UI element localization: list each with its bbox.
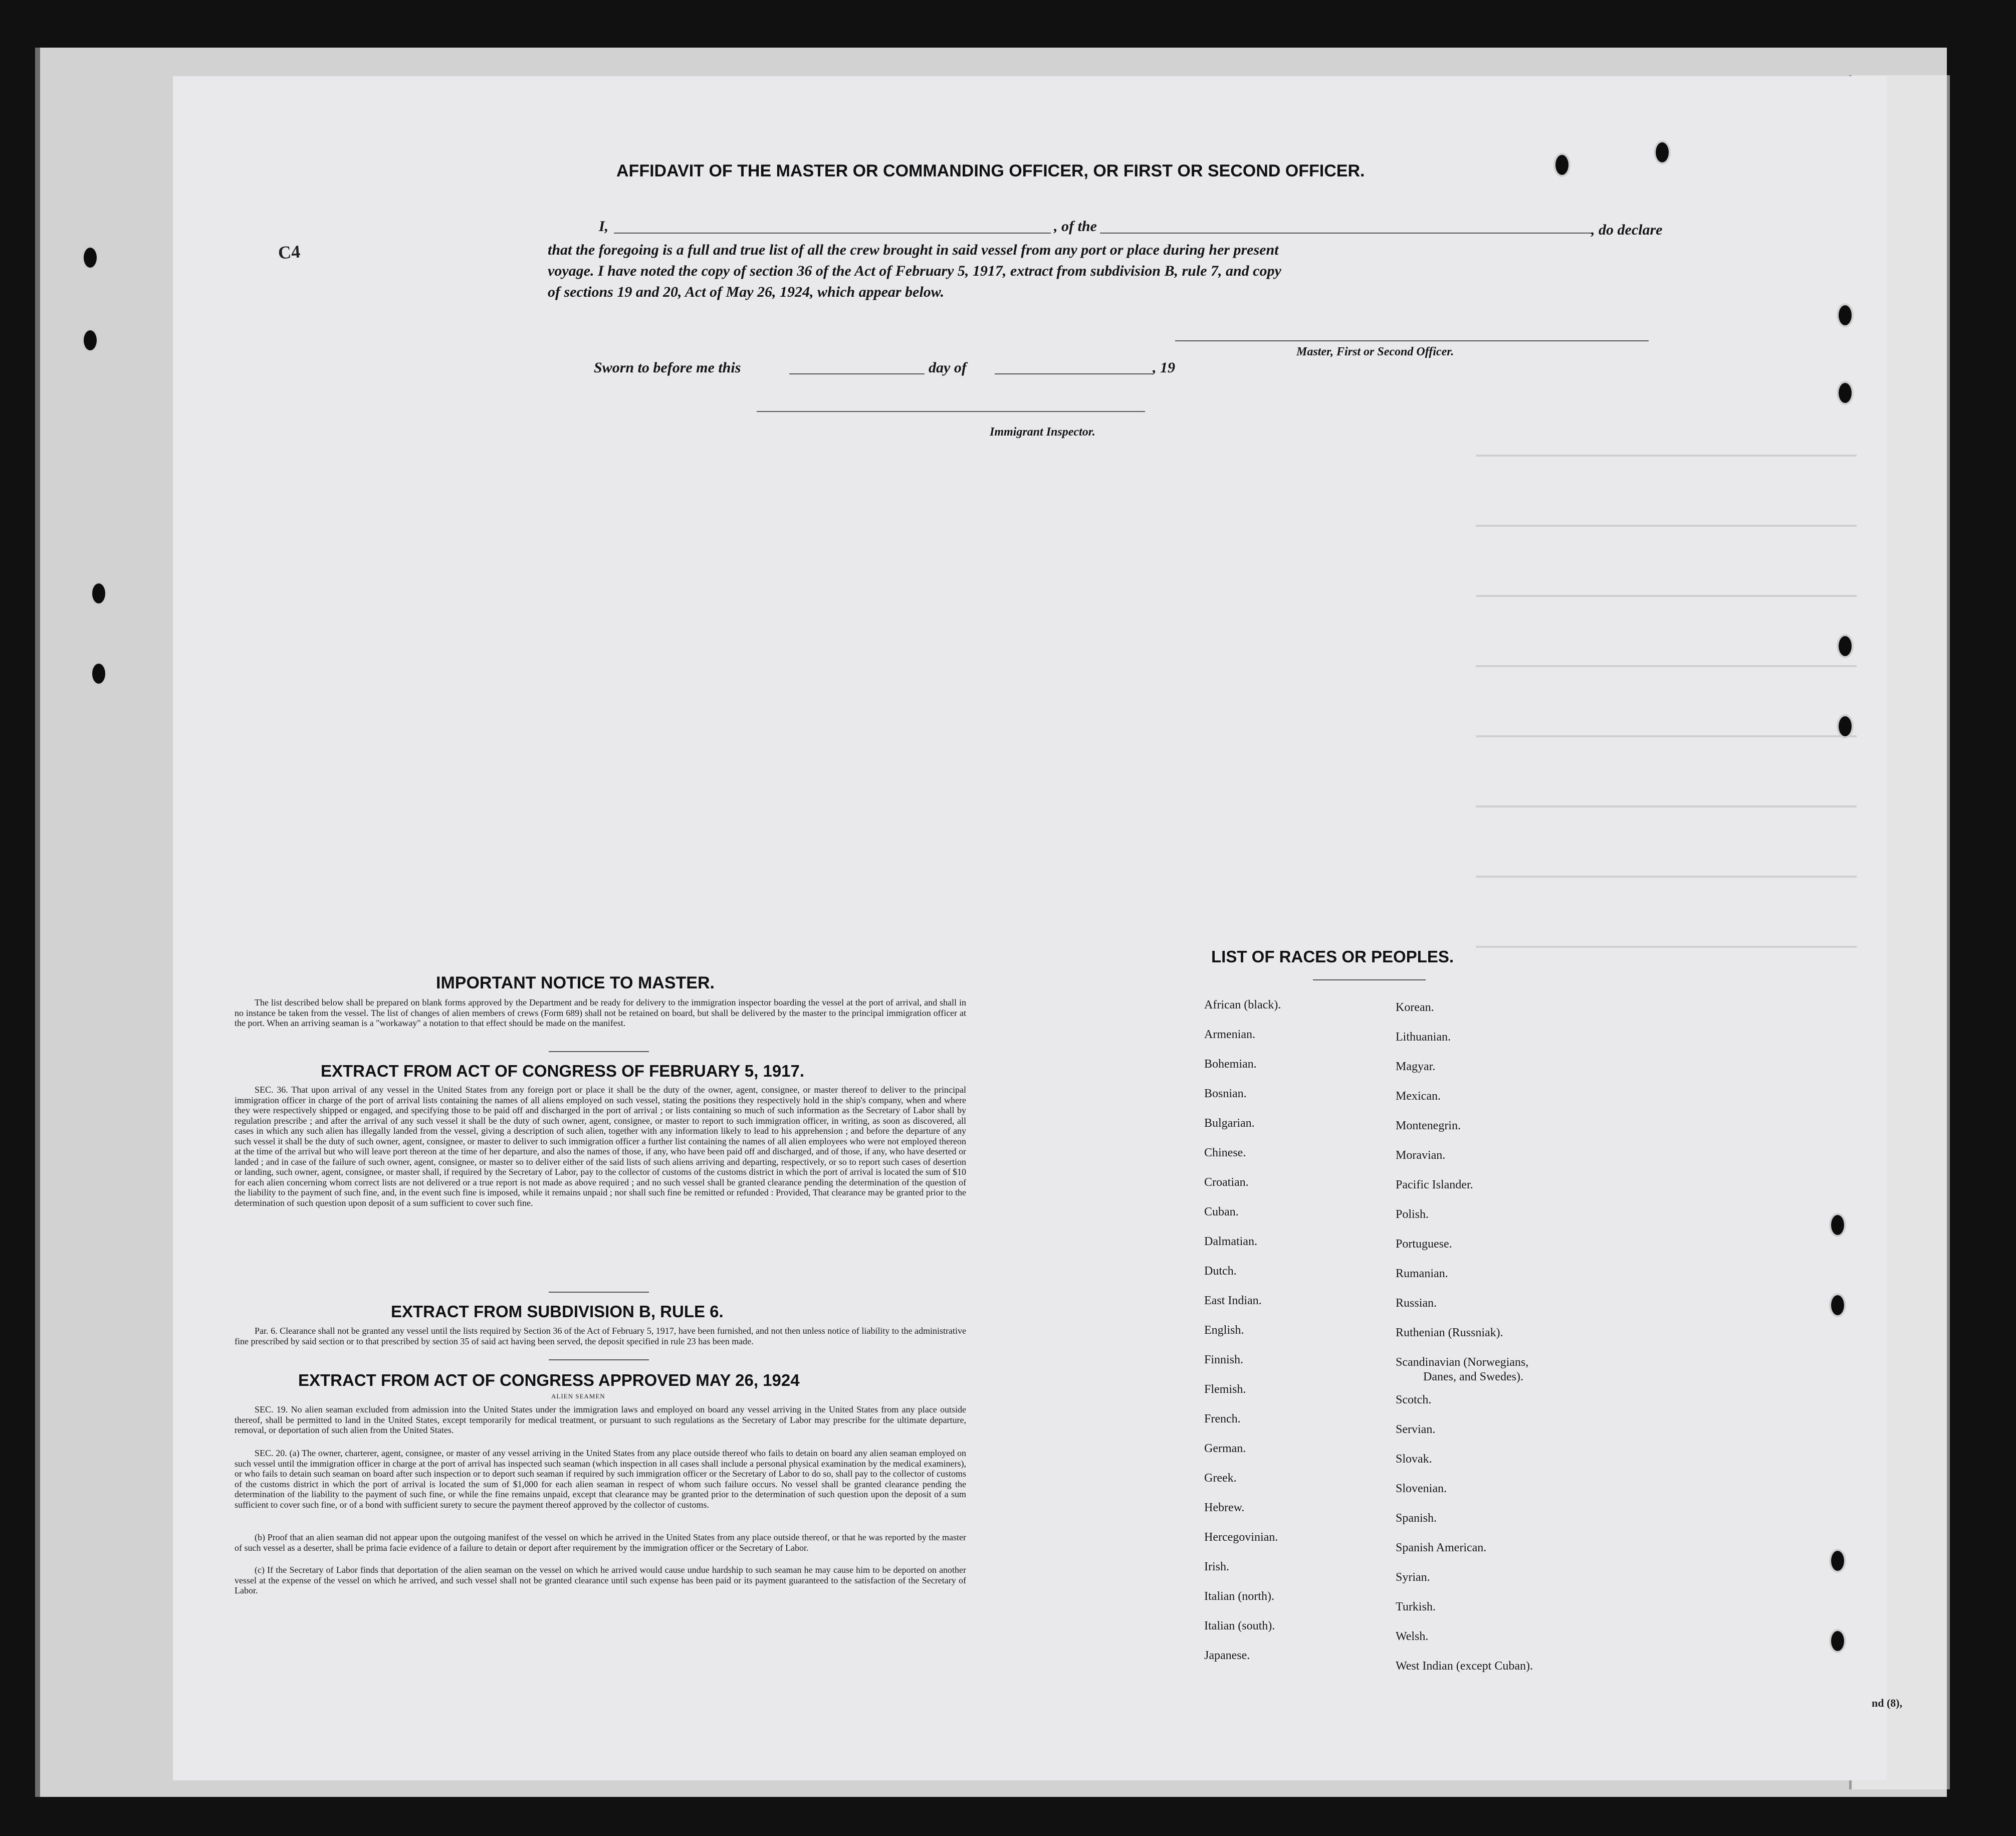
race-item: Montenegrin.: [1396, 1119, 1461, 1132]
sworn-label: Sworn to before me this: [594, 359, 741, 376]
extract-1917-text: SEC. 36. That upon arrival of any vessel in the United States from any foreign port or place it shall be the duty of the owner, agent, consignee, or master thereof to deliver to the principal immigration officer in charge of the port of arrival lists containing the names of all aliens employed on such vessel, stating the positions they respectively hold in the ship's company, when and where they were respectively shipped or engaged, and specifying those to be paid off and discharged in the port of arrival ; or lists containing so much of such information as the Secretary of Labor shall by regulation prescribe ; and after the arrival of any such vessel it shall be the duty of such owner, agent, consignee, or master to report to such immigration officer, in writing, as soon as discovered, all cases in which any such alien has illegally landed from the vessel, giving a description of such alien, together with any information likely to lead to his apprehension ; and before the departure of any such vessel it shall be the duty of such owner, agent, consignee, or master to deliver to such immigration officer a further list containing the names of all alien employees who were not employed thereon at the time of the arrival but who will leave port thereon at the time of her departure, and also the names of those, if any, who have been paid off and discharged, and of those, if any, who have deserted or landed ; and in case of the failure of such owner, agent, consignee, or master so to deliver either of the said lists of such aliens arriving and departing, respectively, or so to report such cases of desertion or landing, such owner, agent, consignee, or master shall, if required by the Secretary of Labor, pay to the collector of customs of the customs district in which the port of arrival is located the sum of $10 for each alien concerning whom correct lists are not delivered or a true report is not made as above required ; and no such vessel shall be granted clearance pending the determination of the question of the liability to the payment of such fine, and, in the event such fine is imposed, while it remains unpaid ; nor shall such fine be remitted or refunded : Provided, That clearance may be granted prior to the determination of such question upon deposit of a sum sufficient to cover such fine.: [235, 1085, 966, 1208]
punch-hole-icon: [90, 581, 107, 605]
race-item: German.: [1204, 1442, 1246, 1455]
race-item: Scandinavian (Norwegians,: [1396, 1356, 1529, 1369]
underlying-sheet-edge-text: nd (8),: [1872, 1697, 1903, 1709]
race-item: English.: [1204, 1324, 1244, 1337]
race-item: Cuban.: [1204, 1205, 1239, 1218]
race-item: Korean.: [1396, 1001, 1434, 1014]
sworn-month-line: [995, 373, 1153, 374]
race-item: Slovenian.: [1396, 1482, 1447, 1495]
vessel-name-line: [1110, 233, 1591, 234]
affidavit-text-line1: that the foregoing is a full and true list of all the crew brought in said vessel from any port or place during her present: [548, 242, 1279, 258]
handwritten-margin-mark: C4: [277, 241, 301, 263]
show-through-row: [1476, 595, 1857, 597]
inspector-signature-line: [757, 411, 1145, 412]
race-item: Russian.: [1396, 1297, 1437, 1310]
race-item: Irish.: [1204, 1560, 1229, 1573]
show-through-row: [1476, 805, 1857, 807]
race-item: Bulgarian.: [1204, 1117, 1255, 1130]
punch-hole-icon: [1837, 303, 1854, 327]
punch-hole-icon: [1829, 1293, 1846, 1317]
race-item: Magyar.: [1396, 1060, 1436, 1073]
race-item: Italian (south).: [1204, 1619, 1275, 1633]
notice-text: The list described below shall be prepared on blank forms approved by the Department and be ready for delivery to the immigration inspector boarding the vessel at the port of arrival, and shall in no instance be taken from the vessel. The list of changes of alien members of crews (Form 689) shall not be retained on board, but shall be delivered by the master to the principal immigration officer at the port. When an arriving seaman is a "workaway" a notation to that effect should be made on the manifest.: [235, 997, 966, 1028]
punch-hole-icon: [90, 662, 107, 686]
punch-hole-icon: [82, 328, 99, 352]
punch-hole-icon: [1837, 634, 1854, 658]
sec20a-text: SEC. 20. (a) The owner, charterer, agent, consignee, or master of any vessel arriving in the United States from any place outside thereof who fails to detain on board any alien seaman employed on such vessel until the immigration officer in charge at the port of arrival has inspected such seaman (which inspection in all cases shall include a personal physical examination by the medical examiners), or who fails to detain such seaman on board after such inspection or to deport such seaman if required by such immigration officer or the Secretary of Labor to do so, shall pay to the collector of customs of the customs district in which the port of arrival is located the sum of $1,000 for each alien seaman in respect of whom such failure occurs. No vessel shall be granted clearance pending the determination of the liability to the payment of such fine, or while the fine remains unpaid, except that clearance may be granted prior to the determination of such question upon the deposit of a sum sufficient to cover such fine, or of a bond with sufficient surety to secure the payment thereof approved by the collector of customs.: [235, 1448, 966, 1510]
sworn-day-line: [789, 373, 940, 374]
affiant-label: I,: [599, 218, 609, 235]
punch-hole-icon: [1837, 381, 1854, 405]
rule6-divider: [549, 1359, 649, 1360]
extract-1917-divider: [549, 1292, 649, 1293]
race-item: Chinese.: [1204, 1146, 1246, 1159]
master-signature-line: [1175, 340, 1649, 341]
extract-1924-heading: EXTRACT FROM ACT OF CONGRESS APPROVED MAY 26, 1924: [298, 1371, 800, 1389]
race-item: French.: [1204, 1412, 1241, 1425]
notice-divider: [549, 1051, 649, 1052]
master-signature-caption: Master, First or Second Officer.: [1296, 345, 1454, 358]
day-of-label: day of: [925, 359, 971, 376]
race-item: Servian.: [1396, 1423, 1436, 1436]
inspector-caption: Immigrant Inspector.: [990, 426, 1095, 439]
race-item: Dutch.: [1204, 1265, 1237, 1278]
race-item: Hercegovinian.: [1204, 1531, 1278, 1544]
race-item: Lithuanian.: [1396, 1031, 1451, 1044]
punch-hole-icon: [1829, 1629, 1846, 1653]
race-item: Syrian.: [1396, 1571, 1430, 1584]
show-through-row: [1476, 735, 1857, 737]
punch-hole-icon: [1837, 714, 1854, 738]
punch-hole-icon: [1654, 140, 1671, 164]
show-through-row: [1476, 455, 1857, 457]
races-divider: [1313, 979, 1426, 980]
race-item: West Indian (except Cuban).: [1396, 1660, 1533, 1673]
sec20b-text: (b) Proof that an alien seaman did not appear upon the outgoing manifest of the vessel on which he arrived in the United States from any place outside thereof, or that he was reported by the master of such vessel as a deserter, shall be prima facie evidence of a failure to detain or deport after requirement by the immigration officer or the Secretary of Labor.: [235, 1532, 966, 1553]
show-through-row: [1476, 525, 1857, 527]
affidavit-text-line3: of sections 19 and 20, Act of May 26, 1924, which appear below.: [548, 284, 945, 300]
show-through-row: [1476, 946, 1857, 948]
race-item: Pacific Islander.: [1396, 1178, 1473, 1191]
race-item: Dalmatian.: [1204, 1235, 1257, 1248]
punch-hole-icon: [82, 246, 99, 270]
race-item: Welsh.: [1396, 1630, 1429, 1643]
race-item: Italian (north).: [1204, 1590, 1274, 1603]
race-item: Mexican.: [1396, 1090, 1441, 1103]
show-through-row: [1476, 876, 1857, 878]
show-through-row: [1476, 665, 1857, 667]
year-prefix-label: , 19: [1153, 359, 1175, 376]
rule6-heading: EXTRACT FROM SUBDIVISION B, RULE 6.: [391, 1302, 724, 1321]
rule6-text: Par. 6. Clearance shall not be granted any vessel until the lists required by Section 36 of the Act of February 5, 1917, have been furnished, and not then unless notice of liability to the administrative fine prescribed by said section or to that prescribed by section 35 of said act having been served, the deposit specified in rule 23 has been made.: [235, 1326, 966, 1346]
race-item: Croatian.: [1204, 1176, 1249, 1189]
race-item: Slovak.: [1396, 1453, 1432, 1466]
race-item: Bohemian.: [1204, 1058, 1257, 1071]
sec19-text: SEC. 19. No alien seaman excluded from admission into the United States under the immigration laws and employed on board any vessel arriving in the United States from any place outside thereof, shall be permitted to land in the United States, except temporarily for medical treatment, or pursuant to such regulations as the Secretary of Labor may prescribe for the ultimate departure, removal, or deportation of such alien from the United States.: [235, 1404, 966, 1435]
of-the-label: , of the: [1051, 218, 1100, 235]
punch-hole-icon: [1553, 153, 1571, 177]
notice-heading: IMPORTANT NOTICE TO MASTER.: [436, 973, 715, 992]
races-heading: LIST OF RACES OR PEOPLES.: [1211, 947, 1454, 966]
race-item: Japanese.: [1204, 1649, 1250, 1662]
race-item-continuation: Danes, and Swedes).: [1423, 1370, 1523, 1383]
race-item: Spanish.: [1396, 1512, 1437, 1525]
race-item: Ruthenian (Russniak).: [1396, 1326, 1503, 1339]
punch-hole-icon: [1829, 1549, 1846, 1573]
race-item: Portuguese.: [1396, 1238, 1452, 1251]
race-item: Finnish.: [1204, 1353, 1244, 1366]
punch-hole-icon: [1829, 1213, 1846, 1237]
race-item: Flemish.: [1204, 1383, 1246, 1396]
race-item: Hebrew.: [1204, 1501, 1245, 1514]
sec20c-text: (c) If the Secretary of Labor finds that deportation of the alien seaman on the vessel on which he arrived would cause undue hardship to such seaman he may cause him to be deported on another vessel at the expense of the vessel on which he arrived, and such vessel shall not be granted clearance until such expense has been paid or its payment guaranteed to the satisfaction of the Secretary of Labor.: [235, 1565, 966, 1595]
affidavit-page: [173, 76, 1887, 1780]
race-item: Rumanian.: [1396, 1267, 1448, 1280]
race-item: Turkish.: [1396, 1600, 1436, 1613]
do-declare-label: , do declare: [1591, 222, 1663, 238]
extract-1917-heading: EXTRACT FROM ACT OF CONGRESS OF FEBRUARY 5, 1917.: [321, 1062, 805, 1080]
race-item: Greek.: [1204, 1472, 1237, 1485]
extract-1924-subheading: ALIEN SEAMEN: [551, 1392, 605, 1400]
affidavit-heading: AFFIDAVIT OF THE MASTER OR COMMANDING OFFICER, OR FIRST OR SECOND OFFICER.: [616, 161, 1365, 180]
race-item: Moravian.: [1396, 1149, 1446, 1162]
affidavit-text-line2: voyage. I have noted the copy of section 36 of the Act of February 5, 1917, extract from subdivision B, rule 7, and copy: [548, 263, 1281, 279]
race-item: East Indian.: [1204, 1294, 1262, 1307]
race-item: Polish.: [1396, 1208, 1429, 1221]
race-item: Scotch.: [1396, 1393, 1432, 1406]
race-item: Armenian.: [1204, 1028, 1255, 1041]
race-item: Spanish American.: [1396, 1541, 1487, 1554]
race-item: African (black).: [1204, 998, 1281, 1011]
race-item: Bosnian.: [1204, 1087, 1247, 1100]
